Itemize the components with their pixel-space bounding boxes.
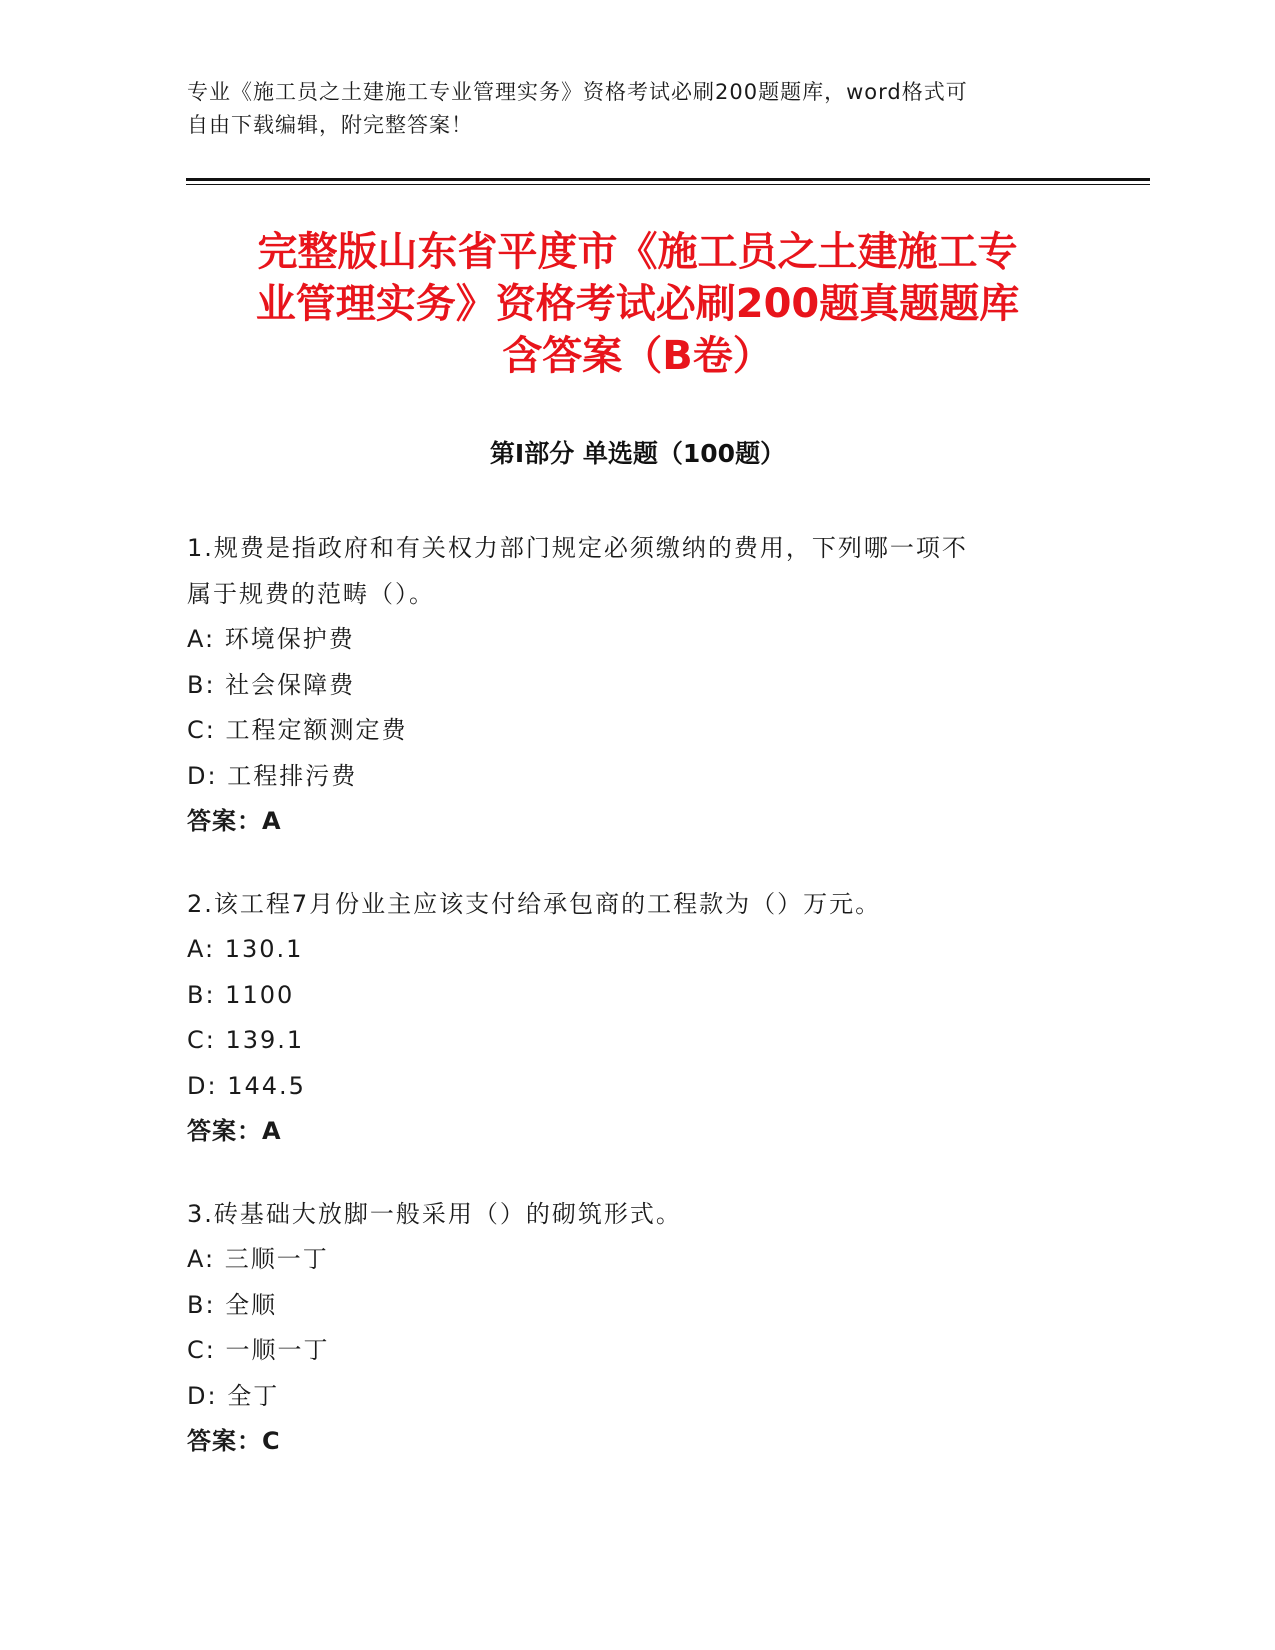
question-list [187, 526, 1087, 1502]
option-d: D: 144.5 [187, 1071, 306, 1100]
option-c: C: 一顺一丁 [187, 1336, 330, 1364]
document-title-line-3: 含答案（B卷） [502, 333, 773, 379]
question-stem: 1.规费是指政府和有关权力部门规定必须缴纳的费用，下列哪一项不 [187, 534, 968, 562]
header-divider-thick [186, 178, 1150, 181]
option-b: B: 社会保障费 [187, 670, 356, 699]
header-note [187, 76, 1067, 142]
answer: 答案：C [187, 1427, 281, 1455]
question-1 [187, 526, 1087, 845]
question-stem: 2.该工程7月份业主应该支付给承包商的工程款为（）万元。 [187, 889, 882, 918]
answer: 答案：A [187, 1117, 282, 1145]
question-stem: 属于规费的范畴（）。 [187, 579, 435, 608]
section-title: 第Ⅰ部分 单选题（100题） [489, 439, 786, 468]
option-c: C: 工程定额测定费 [187, 716, 408, 744]
document-title-line-2: 业管理实务》资格考试必刷200题真题题库 [255, 281, 1020, 327]
option-b: B: 全顺 [187, 1290, 278, 1319]
document-title [160, 226, 1115, 382]
document-title-line-1: 完整版山东省平度市《施工员之土建施工专 [257, 229, 1018, 275]
option-d: D: 工程排污费 [187, 761, 358, 790]
header-note-line-1: 专业《施工员之土建施工专业管理实务》资格考试必刷200题题库，word格式可 [187, 80, 968, 104]
question-stem: 3.砖基础大放脚一般采用（）的砌筑形式。 [187, 1199, 682, 1228]
answer: 答案：A [187, 807, 282, 835]
option-c: C: 139.1 [187, 1026, 305, 1054]
header-note-line-2: 自由下载编辑，附完整答案！ [187, 113, 473, 137]
option-b: B: 1100 [187, 980, 295, 1009]
option-a: A: 130.1 [187, 935, 304, 963]
header-divider-thin [186, 184, 1150, 185]
question-2 [187, 882, 1087, 1155]
option-a: A: 三顺一丁 [187, 1245, 329, 1273]
option-d: D: 全丁 [187, 1381, 280, 1410]
question-3 [187, 1192, 1087, 1465]
option-a: A: 环境保护费 [187, 625, 355, 653]
